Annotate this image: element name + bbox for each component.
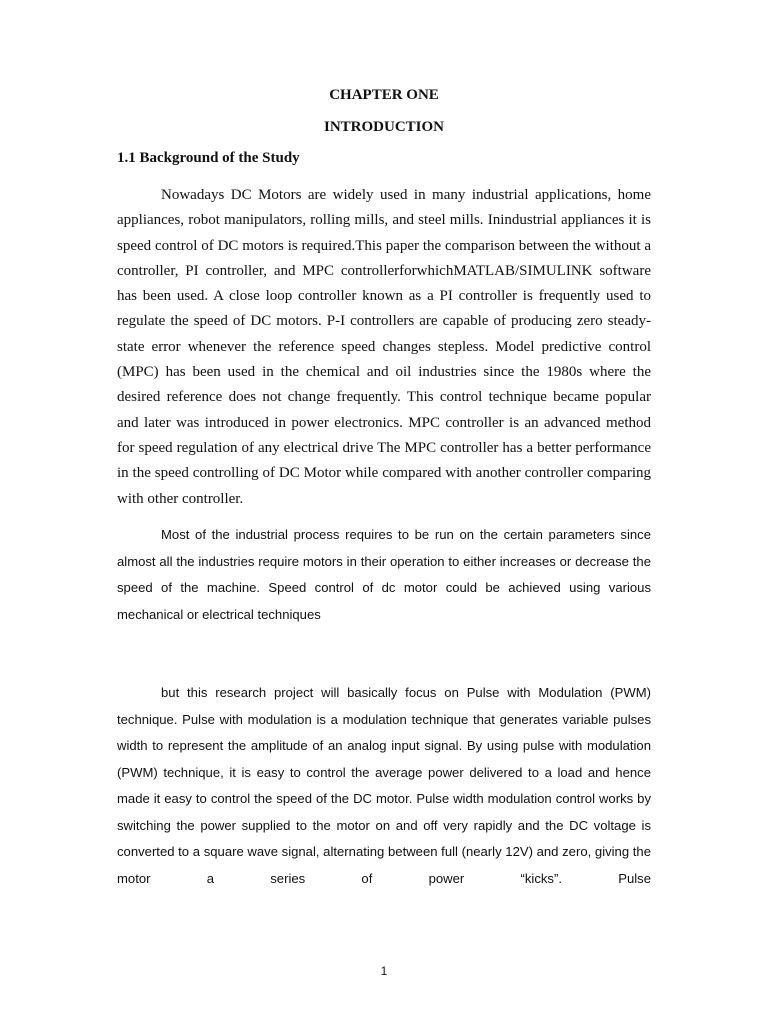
paragraph-industrial-process: Most of the industrial process requires to be run on the certain parameters since almost all the industries require motors in their operation to either increases or decrease the speed of the machine. Speed control of dc motor could be achieved using various mechanical or electrical techniques — [117, 527, 651, 622]
chapter-subtitle: INTRODUCTION — [323, 119, 444, 135]
paragraph-background: Nowadays DC Motors are widely used in many industrial applications, home appliances, robot manipulators, rolling mills, and steel mills. Inindustrial appliances it is speed control of DC motors is required.This paper the comparison between the without a controller, PI controller, and MPC controllerforwhichMATLAB/SIMULINK software has been used. A close loop controller known as a PI controller is frequently used to regulate the speed of DC motors. P-I controllers are capable of producing zero steady- state error whenever the reference speed changes stepless. Model predictive control (MPC) has been used in the chemical and oil industries since the 1980s where the desired reference does not change frequently. This control technique became popular and later was introduced in power electronics. MPC controller is an advanced method for speed regulation of any electrical drive The MPC controller has a better performance in the speed controlling of DC Motor while compared with another controller comparing with other controller. — [117, 187, 651, 507]
page-number: 1 — [380, 964, 388, 978]
section-heading: 1.1 Background of the Study — [117, 150, 300, 166]
paragraph-pwm: but this research project will basically focus on Pulse with Modulation (PWM) technique. Pulse with modulation is a modulation technique that generates variable pulses width to represent the amplitude of an analog input signal. By using pulse with modulation (PWM) technique, it is easy to control the average power delivered to a load and hence made it easy to control the speed of the DC motor. Pulse width modulation control works by switching the power supplied to the motor on and off very rapidly and the DC voltage is converted to a square wave signal, alternating between full (nearly 12V) and zero, giving the motor a series of power “kicks”. Pulse — [117, 685, 651, 886]
chapter-title: CHAPTER ONE — [329, 87, 439, 103]
